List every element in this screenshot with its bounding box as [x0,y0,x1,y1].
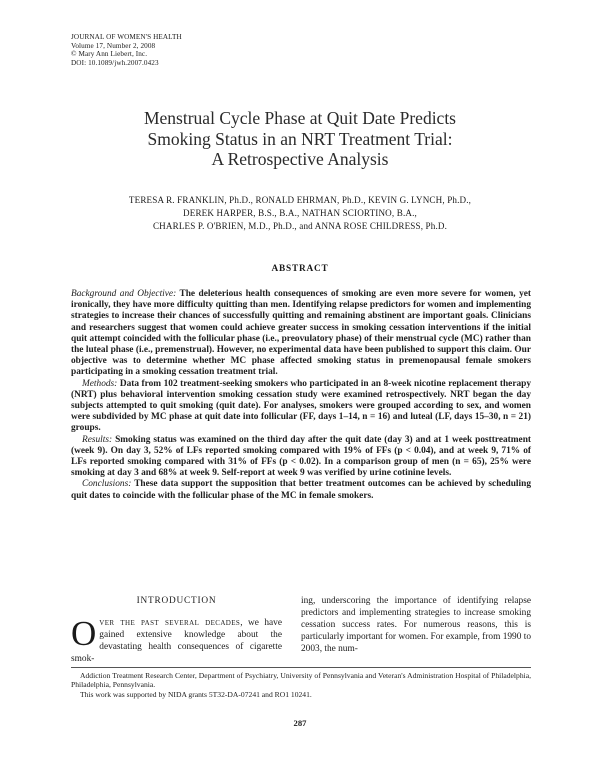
author-list [60,194,540,232]
journal-header [71,33,182,67]
authors-line-1: TERESA R. FRANKLIN, Ph.D., RONALD EHRMAN, Ph.D., KEVIN G. LYNCH, Ph.D., [128,195,472,205]
abstract-methods [71,379,531,435]
journal-volume: Volume 17, Number 2, 2008 [71,41,156,50]
abstract-heading: ABSTRACT [271,264,329,274]
body-column-left [71,596,282,666]
background-label: Background and Objective: [71,289,177,299]
page-number: 287 [293,718,307,728]
authors-line-3: CHARLES P. O'BRIEN, M.D., Ph.D., and ANNA ROSE CHILDRESS, Ph.D. [152,220,448,231]
journal-copyright: © Mary Ann Liebert, Inc. [71,50,148,59]
conclusions-text: These data support the supposition that better treatment outcomes can be achieved by scheduling quit dates to coincide with the follicular phase of the MC in female smokers. [71,479,531,501]
intro-left-text: , we have gained extensive knowledge about the devastating health consequences of cigarette smok- [71,617,282,664]
methods-label: Methods: [82,378,118,389]
abstract-results [71,435,531,480]
background-text: The deleterious health consequences of smoking are even more severe for women, yet ironically, they have more difficulty quitting than men. Identifying relapse predictors for women and implementing strategies to increase their chances of successfully quitting and remaining abstinent are important goals. Clinicians and researchers suggest that women could achieve greater success in smoking cessation interventions if the initial quit attempt coincided with the follicular phase (i.e., preovulatory phase) of their menstrual cycle (MC) rather than the luteal phase (i.e., premenstrual). However, no experimental data have been published to support this claim. Our objective was to determine whether MC phase affected smoking status in premenopausal female smokers participating in a smoking cessation treatment trial. [71,289,532,378]
footnotes [71,671,531,699]
intro-right-text: ing, underscoring the importance of identifying relapse predictors and implementing strategies to increase smoking cessation success rates. For numerous reasons, this is particularly important for women. For example, from 1990 to 2003, the num- [301,596,531,654]
drop-cap: O [71,613,97,653]
article-title [60,108,540,170]
results-text: Smoking status was examined on the third day after the quit date (day 3) and at 1 week posttreatment (week 9). On day 3, 52% of LFs reported smoking compared with 19% of FFs (p < 0.04), and at week 9, 71% of LFs reported smoking compared with 31% of FFs (p < 0.02). In a comparison group of men (n = 65), 25% were smoking at day 3 and 68% at week 9. Self-report at week 9 was verified by urine cotinine levels. [71,434,532,479]
methods-text: Data from 102 treatment-seeking smokers who participated in an 8-week nicotine replacement therapy (NRT) plus behavioral intervention smoking cessation study were examined retrospectively. NRT began the day subjects attempted to quit smoking (quit date). For analyses, smokers were grouped according to sex, and women were subdivided by MC phase at quit date into follicular (FF, days 1–14, n = 16) and luteal (LF, days 15–30, n = 21) groups. [71,378,532,434]
introduction-heading: INTRODUCTION [136,596,217,606]
authors-line-2: DEREK HARPER, B.S., B.A., NATHAN SCIORTINO, B.A., [183,207,417,218]
body-column-right [301,596,531,656]
abstract-background [71,289,531,379]
title-line-1: Menstrual Cycle Phase at Quit Date Predicts [143,108,456,128]
abstract-conclusions [71,479,531,501]
footnote-divider [71,667,531,668]
conclusions-label: Conclusions: [82,479,132,490]
title-line-2: Smoking Status in an NRT Treatment Trial: [147,128,453,149]
intro-smallcaps-lead: ver the past several decades [99,617,241,628]
funding-footnote: This work was supported by NIDA grants 5T32-DA-07241 and RO1 10241. [80,689,312,699]
results-label: Results: [82,434,113,445]
title-line-3: A Retrospective Analysis [211,149,389,169]
journal-doi: DOI: 10.1089/jwh.2007.0423 [71,58,159,67]
affiliation-footnote: Addiction Treatment Research Center, Department of Psychiatry, University of Pennsylvania and Veteran's Administration Hospital of Philadelphia, Philadelphia, Pennsylvania. [71,671,531,690]
introduction-paragraph-start [71,613,282,666]
abstract-body [71,289,531,502]
journal-name: JOURNAL OF WOMEN'S HEALTH [71,33,182,41]
